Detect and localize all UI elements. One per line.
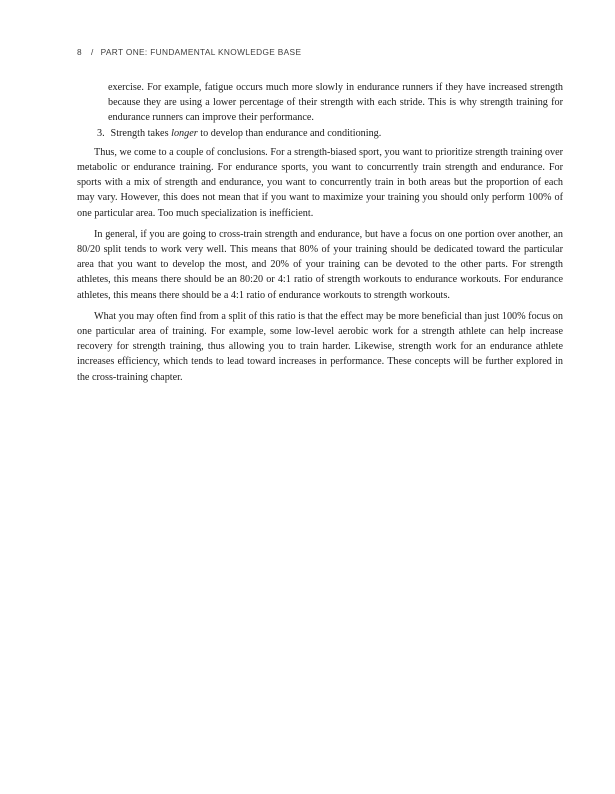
- list-item-text-before: Strength takes: [110, 127, 172, 139]
- paragraph-split-benefits: What you may often find from a split of this ratio is that the effect may be more beneficial than just 100% focus on one particular area of training. For example, some low-level aerobic work for a strength athlete can help increase recovery for strength training, thus allowing you to train harder. Likewise, strength work for an endurance athlete increases efficiency, which tends to lead toward increases in performance. These concepts will be further explored in the cross-training chapter.: [77, 310, 563, 383]
- list-item-emphasis: longer: [171, 127, 198, 139]
- section-title: PART ONE: FUNDAMENTAL KNOWLEDGE BASE: [100, 47, 302, 57]
- page-number: 8: [77, 47, 82, 57]
- body-text: [77, 80, 563, 391]
- list-item-3: [97, 126, 563, 141]
- continued-list-text: exercise. For example, fatigue occurs much more slowly in endurance runners if they have increased strength because they are using a lower percentage of their strength with each stride. This is why strength training for endurance runners can improve their performance.: [108, 82, 563, 124]
- paragraph-80-20-split: In general, if you are going to cross-train strength and endurance, but have a focus on one portion over another, an 80/20 split tends to work very well. This means that 80% of your training should be dedicated toward the particular area that you want to develop the most, and 20% of your training can be devoted to the other parts. For strength athletes, this means there should be an 80:20 or 4:1 ratio of strength workouts to endurance workouts. For endurance athletes, this means there should be a 4:1 ratio of endurance workouts to strength workouts.: [77, 228, 563, 301]
- running-header: [77, 47, 301, 57]
- list-item-text-after: to develop than endurance and conditioning.: [197, 127, 382, 139]
- header-separator: /: [90, 47, 94, 57]
- list-item-number: 3.: [97, 127, 105, 139]
- paragraph-conclusions: Thus, we come to a couple of conclusions. For a strength-biased sport, you want to prioritize strength training over metabolic or endurance training. For endurance sports, you want to concurrently train strength and endurance. For sports with a mix of strength and endurance, you want to concurrently train in both areas but the proportion of each may vary. However, this does not mean that if you want to maximize your training you should only perform 100% of one particular area. Too much specialization is inefficient.: [77, 146, 563, 219]
